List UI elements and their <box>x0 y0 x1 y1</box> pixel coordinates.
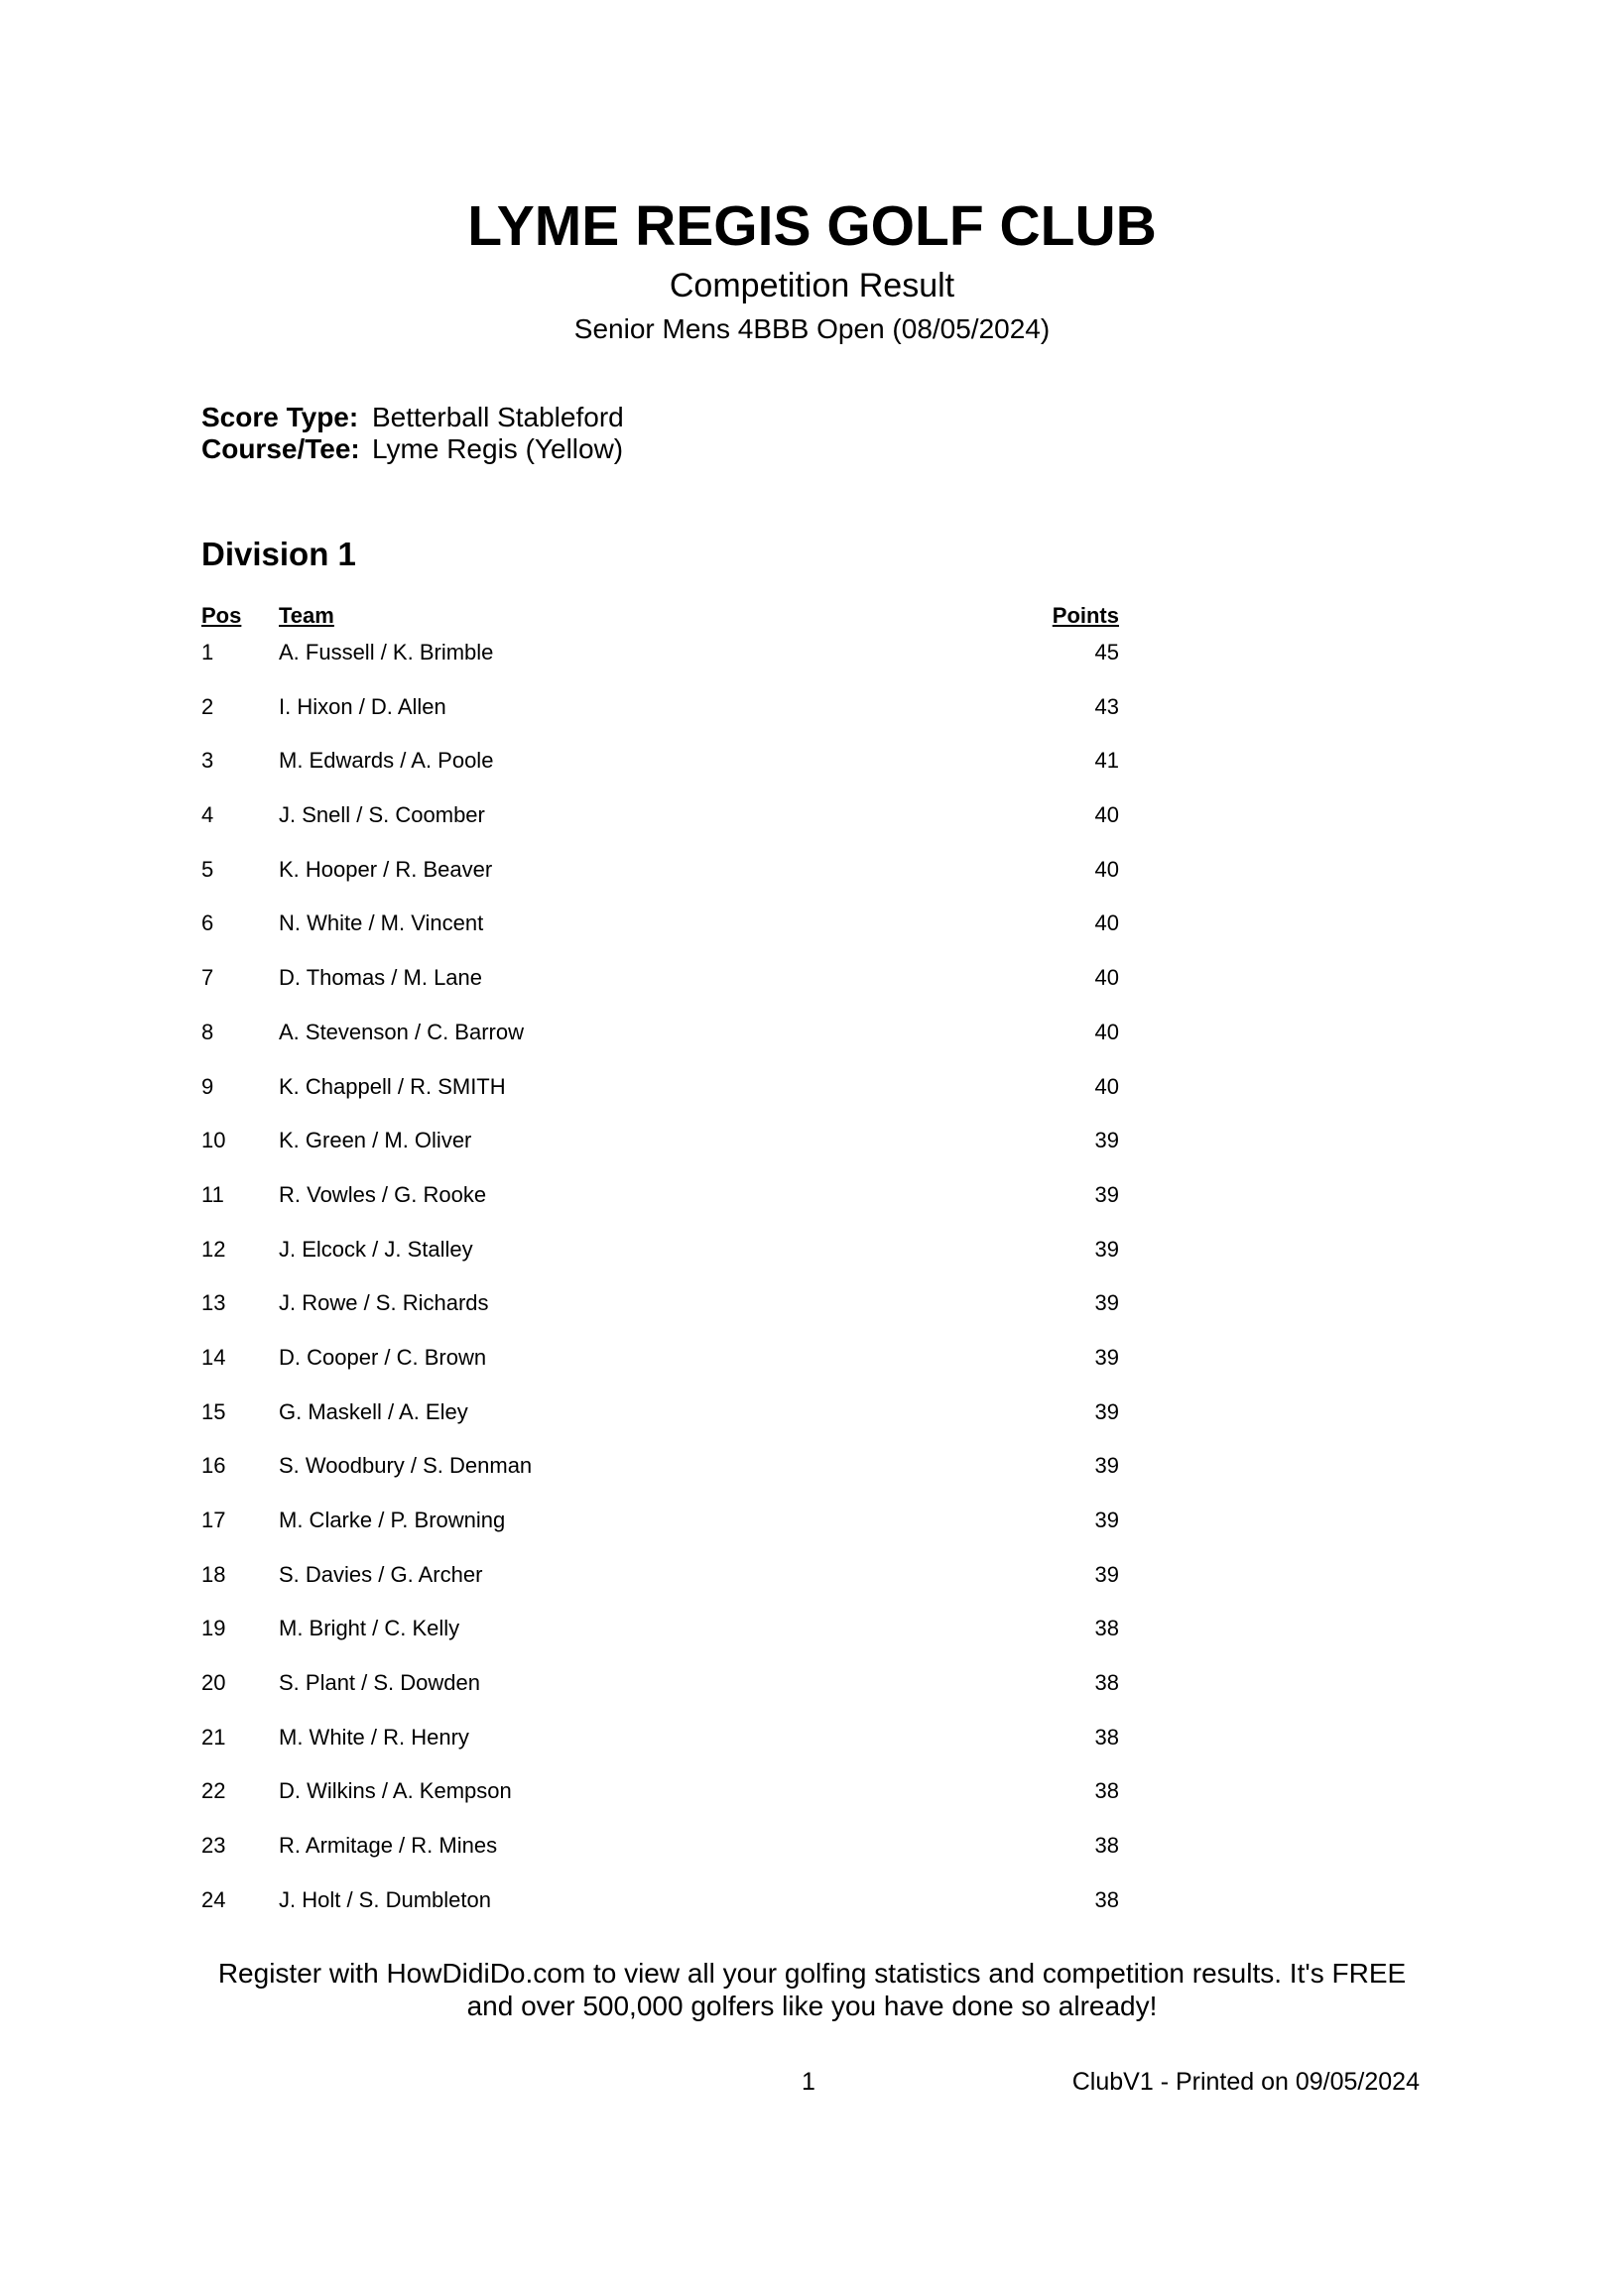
table-row <box>201 1018 1119 1072</box>
table-row <box>201 1723 1119 1777</box>
table-row <box>201 1397 1119 1452</box>
table-row <box>201 855 1119 909</box>
register-note-line-1: Register with HowDidiDo.com to view all your golfing statistics and competition results. It's FREE <box>217 1958 1407 1989</box>
course-tee-row <box>201 433 624 465</box>
club-name: LYME REGIS GOLF CLUB <box>467 194 1157 258</box>
row-points: 39 <box>1094 1181 1119 1207</box>
course-tee-value: Lyme Regis (Yellow) <box>372 433 624 464</box>
row-team: J. Elcock / J. Stalley <box>279 1236 473 1262</box>
row-pos: 17 <box>201 1508 226 1532</box>
team-header: Team <box>279 603 334 628</box>
table-row <box>201 1506 1119 1560</box>
row-points: 45 <box>1094 640 1119 665</box>
row-team: M. Edwards / A. Poole <box>279 748 494 774</box>
page-number: 1 <box>802 2068 815 2096</box>
table-row <box>201 1885 1119 1940</box>
row-pos: 12 <box>201 1236 226 1262</box>
row-pos: 2 <box>201 693 214 719</box>
row-team: R. Armitage / R. Mines <box>279 1833 498 1859</box>
row-pos: 10 <box>201 1128 226 1153</box>
row-points: 40 <box>1094 1019 1119 1044</box>
register-note-line-2: and over 500,000 golfers like you have done so already! <box>466 1991 1158 2021</box>
row-points: 39 <box>1094 1344 1119 1370</box>
row-team: A. Fussell / K. Brimble <box>279 640 494 665</box>
table-row <box>201 692 1119 747</box>
row-team: R. Vowles / G. Rooke <box>279 1181 487 1207</box>
row-team: S. Davies / G. Archer <box>279 1561 483 1587</box>
row-points: 38 <box>1094 1778 1119 1804</box>
report-title: Competition Result <box>669 267 955 304</box>
row-pos: 4 <box>201 802 214 828</box>
row-points: 40 <box>1094 910 1119 936</box>
row-points: 39 <box>1094 1453 1119 1479</box>
row-points: 38 <box>1094 1833 1119 1859</box>
row-team: N. White / M. Vincent <box>279 910 484 936</box>
table-row <box>201 1235 1119 1289</box>
row-points: 39 <box>1094 1398 1119 1424</box>
row-points: 40 <box>1094 856 1119 882</box>
competition-meta <box>201 402 624 465</box>
table-row <box>201 963 1119 1018</box>
results-table <box>201 600 1119 1940</box>
row-team: G. Maskell / A. Eley <box>279 1398 468 1424</box>
row-pos: 9 <box>201 1073 214 1099</box>
row-points: 40 <box>1094 1073 1119 1099</box>
row-pos: 22 <box>201 1778 226 1804</box>
row-pos: 7 <box>201 965 214 991</box>
row-points: 43 <box>1094 693 1119 719</box>
row-pos: 1 <box>201 640 214 665</box>
row-pos: 14 <box>201 1344 226 1370</box>
row-points: 40 <box>1094 965 1119 991</box>
score-type-value: Betterball Stableford <box>372 402 624 432</box>
table-row <box>201 800 1119 855</box>
row-pos: 20 <box>201 1670 226 1696</box>
row-pos: 16 <box>201 1453 226 1479</box>
row-team: D. Wilkins / A. Kempson <box>279 1778 512 1804</box>
row-pos: 18 <box>201 1561 226 1587</box>
row-team: J. Rowe / S. Richards <box>279 1290 489 1316</box>
row-points: 38 <box>1094 1616 1119 1641</box>
row-points: 38 <box>1094 1670 1119 1696</box>
row-pos: 13 <box>201 1290 226 1316</box>
row-points: 39 <box>1094 1128 1119 1153</box>
competition-name: Senior Mens 4BBB Open (08/05/2024) <box>573 313 1051 344</box>
row-pos: 6 <box>201 910 214 936</box>
row-team: S. Plant / S. Dowden <box>279 1670 480 1696</box>
row-team: D. Cooper / C. Brown <box>279 1344 487 1370</box>
row-pos: 3 <box>201 748 214 774</box>
table-row <box>201 1343 1119 1397</box>
row-points: 40 <box>1094 802 1119 828</box>
table-row <box>201 638 1119 692</box>
results-rows <box>201 638 1119 1940</box>
row-team: A. Stevenson / C. Barrow <box>279 1019 524 1044</box>
table-row <box>201 1451 1119 1506</box>
table-row <box>201 1288 1119 1343</box>
course-tee-label: Course/Tee: <box>201 433 360 464</box>
row-points: 38 <box>1094 1724 1119 1750</box>
row-team: M. Clarke / P. Browning <box>279 1508 506 1532</box>
points-header: Points <box>1052 603 1119 628</box>
row-pos: 15 <box>201 1398 226 1424</box>
row-team: K. Green / M. Oliver <box>279 1128 472 1153</box>
row-pos: 19 <box>201 1616 226 1641</box>
row-team: J. Holt / S. Dumbleton <box>279 1886 491 1912</box>
row-points: 39 <box>1094 1561 1119 1587</box>
row-team: K. Hooper / R. Beaver <box>279 856 493 882</box>
division-title: Division 1 <box>201 536 356 572</box>
row-points: 39 <box>1094 1508 1119 1532</box>
row-pos: 23 <box>201 1833 226 1859</box>
row-pos: 24 <box>201 1886 226 1912</box>
row-pos: 11 <box>201 1181 224 1207</box>
row-team: S. Woodbury / S. Denman <box>279 1453 533 1479</box>
row-points: 38 <box>1094 1886 1119 1912</box>
register-note <box>0 1957 1624 2022</box>
row-team: D. Thomas / M. Lane <box>279 965 483 991</box>
row-team: K. Chappell / R. SMITH <box>279 1073 506 1099</box>
table-row <box>201 908 1119 963</box>
row-pos: 21 <box>201 1724 226 1750</box>
row-team: J. Snell / S. Coomber <box>279 802 485 828</box>
row-team: M. White / R. Henry <box>279 1724 469 1750</box>
row-team: M. Bright / C. Kelly <box>279 1616 460 1641</box>
row-points: 39 <box>1094 1236 1119 1262</box>
table-row <box>201 1072 1119 1127</box>
row-points: 41 <box>1094 748 1119 774</box>
table-row <box>201 1126 1119 1180</box>
table-row <box>201 1614 1119 1668</box>
table-row <box>201 746 1119 800</box>
table-row <box>201 1560 1119 1615</box>
pos-header: Pos <box>201 603 242 628</box>
row-team: I. Hixon / D. Allen <box>279 693 446 719</box>
row-pos: 8 <box>201 1019 214 1044</box>
score-type-label: Score Type: <box>201 402 359 432</box>
table-row <box>201 1180 1119 1235</box>
table-row <box>201 1668 1119 1723</box>
printed-on: ClubV1 - Printed on 09/05/2024 <box>1071 2068 1420 2096</box>
row-points: 39 <box>1094 1290 1119 1316</box>
table-row <box>201 1831 1119 1885</box>
table-row <box>201 1776 1119 1831</box>
row-pos: 5 <box>201 856 214 882</box>
results-header <box>201 600 1119 638</box>
score-type-row <box>201 402 624 433</box>
